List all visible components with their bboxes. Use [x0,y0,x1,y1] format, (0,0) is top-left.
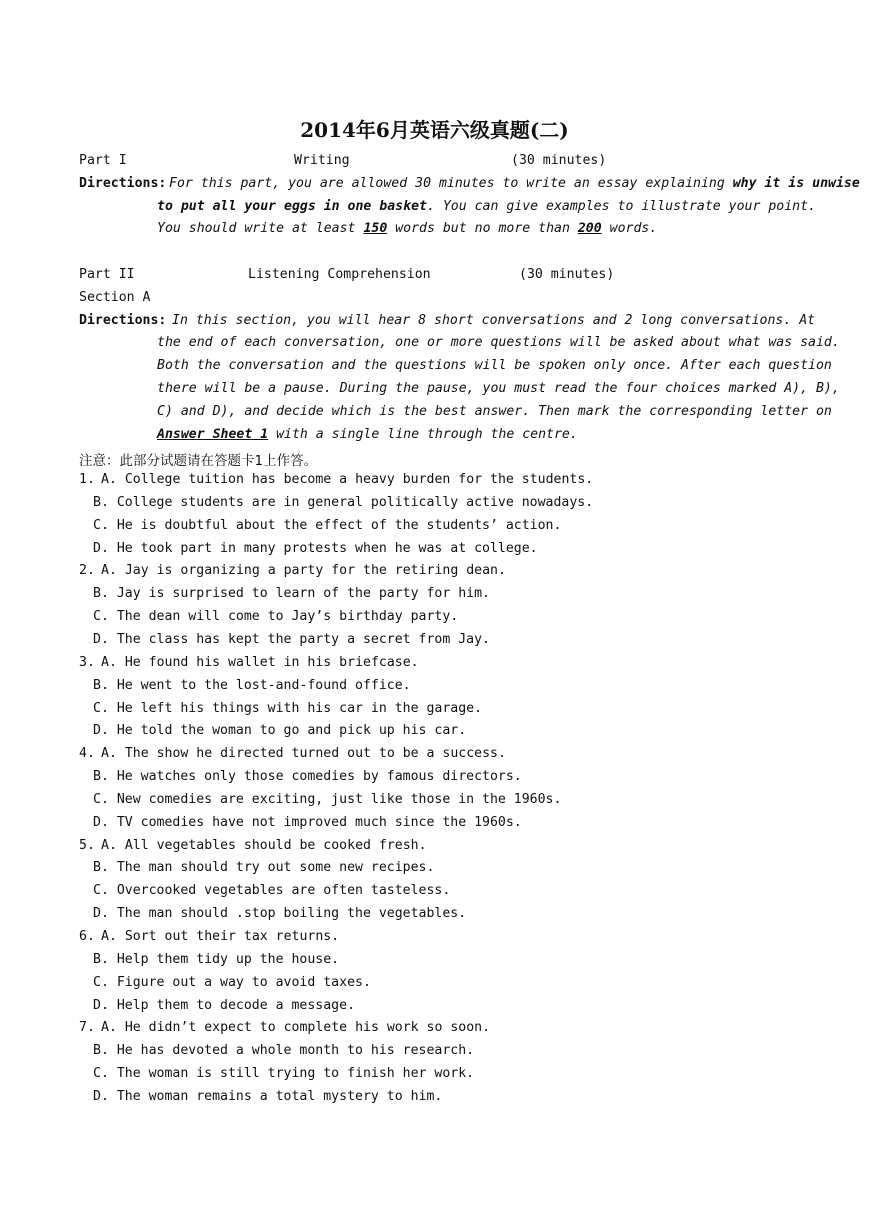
part1-topic-emphasis-2: to put all your eggs in one basket [157,199,427,214]
part1-directions-line3 [157,221,790,236]
answer-option: D. He took part in many protests when he was at college. [93,541,538,556]
part2-label: Part II [79,267,135,282]
part1-directions-label: Directions: [79,176,167,191]
part1-name: Writing [294,153,350,168]
part2-directions-line1: In this section, you will hear 8 short conversations and 2 long conversations. At [172,313,816,328]
part2-directions-line2: the end of each conversation, one or more questions will be asked about what was said. [157,335,840,350]
answer-option: C. The dean will come to Jay’s birthday party. [93,609,459,624]
max-words: 200 [577,221,602,236]
part2-directions-line6 [157,427,790,442]
part2-directions-line4: there will be a pause. During the pause, you must read the four choices marked A), B), [157,381,840,396]
question-number: 6. [79,929,95,944]
answer-option: A. He found his wallet in his briefcase. [101,655,419,670]
answer-sheet-ref: Answer Sheet 1 [157,427,269,442]
question-number: 3. [79,655,95,670]
question-number: 4. [79,746,95,761]
part2-time: (30 minutes) [519,267,615,282]
answer-option: C. He is doubtful about the effect of the students’ action. [93,518,562,533]
part1-dir-text-4: words but no more than [395,221,570,236]
question-number: 7. [79,1020,95,1035]
part1-dir-text-2: . You can give examples to illustrate your point. [426,199,816,214]
answer-option: D. He told the woman to go and pick up his car. [93,723,467,738]
part1-dir-text-3: You should write at least [157,221,356,236]
answer-option: B. The man should try out some new recipes. [93,860,435,875]
answer-option: C. Figure out a way to avoid taxes. [93,975,371,990]
answer-option: B. College students are in general politically active nowadays. [93,495,594,510]
part1-topic-emphasis: why it is unwise [732,176,860,191]
part1-directions-line2 [157,199,816,214]
part1-dir-text-5: words. [609,221,658,236]
answer-option: D. Help them to decode a message. [93,998,356,1013]
question-number: 5. [79,838,95,853]
answer-option: A. The show he directed turned out to be a success. [101,746,506,761]
answer-option: B. Jay is surprised to learn of the party for him. [93,586,490,601]
part2-directions-label: Directions: [79,313,167,328]
question-number: 2. [79,563,95,578]
part2-directions-line5: C) and D), and decide which is the best answer. Then mark the corresponding letter on [157,404,832,419]
part2-name: Listening Comprehension [248,267,431,282]
answer-note: 注意：此部分试题请在答题卡1上作答。 [79,453,318,469]
answer-option: A. Jay is organizing a party for the retiring dean. [101,563,506,578]
min-words: 150 [363,221,388,236]
answer-option: B. He watches only those comedies by famous directors. [93,769,522,784]
answer-option: A. Sort out their tax returns. [101,929,340,944]
part1-time: (30 minutes) [511,153,607,168]
section-a-label: Section A [79,290,151,305]
answer-option: C. The woman is still trying to finish her work. [93,1066,475,1081]
answer-option: C. Overcooked vegetables are often tasteless. [93,883,451,898]
answer-option: C. New comedies are exciting, just like those in the 1960s. [93,792,562,807]
part2-directions-line3: Both the conversation and the questions will be spoken only once. After each question [157,358,832,373]
part1-directions-line1 [169,176,860,191]
answer-option: D. TV comedies have not improved much since the 1960s. [93,815,522,830]
question-number: 1. [79,472,95,487]
answer-option: B. He has devoted a whole month to his research. [93,1043,475,1058]
answer-option: C. He left his things with his car in the garage. [93,701,483,716]
answer-option: B. Help them tidy up the house. [93,952,340,967]
part1-label: Part I [79,153,127,168]
answer-option: A. All vegetables should be cooked fresh. [101,838,427,853]
answer-option: D. The man should .stop boiling the vegetables. [93,906,467,921]
answer-option: D. The class has kept the party a secret from Jay. [93,632,490,647]
answer-option: B. He went to the lost-and-found office. [93,678,411,693]
answer-option: A. He didn’t expect to complete his work so soon. [101,1020,491,1035]
part1-dir-text: For this part, you are allowed 30 minutes to write an essay explaining [169,176,725,191]
part2-dir-tail: with a single line through the centre. [268,427,578,442]
answer-option: A. College tuition has become a heavy burden for the students. [101,472,594,487]
document-title: 2014年6月英语六级真题(二) [300,118,569,142]
answer-option: D. The woman remains a total mystery to him. [93,1089,443,1104]
